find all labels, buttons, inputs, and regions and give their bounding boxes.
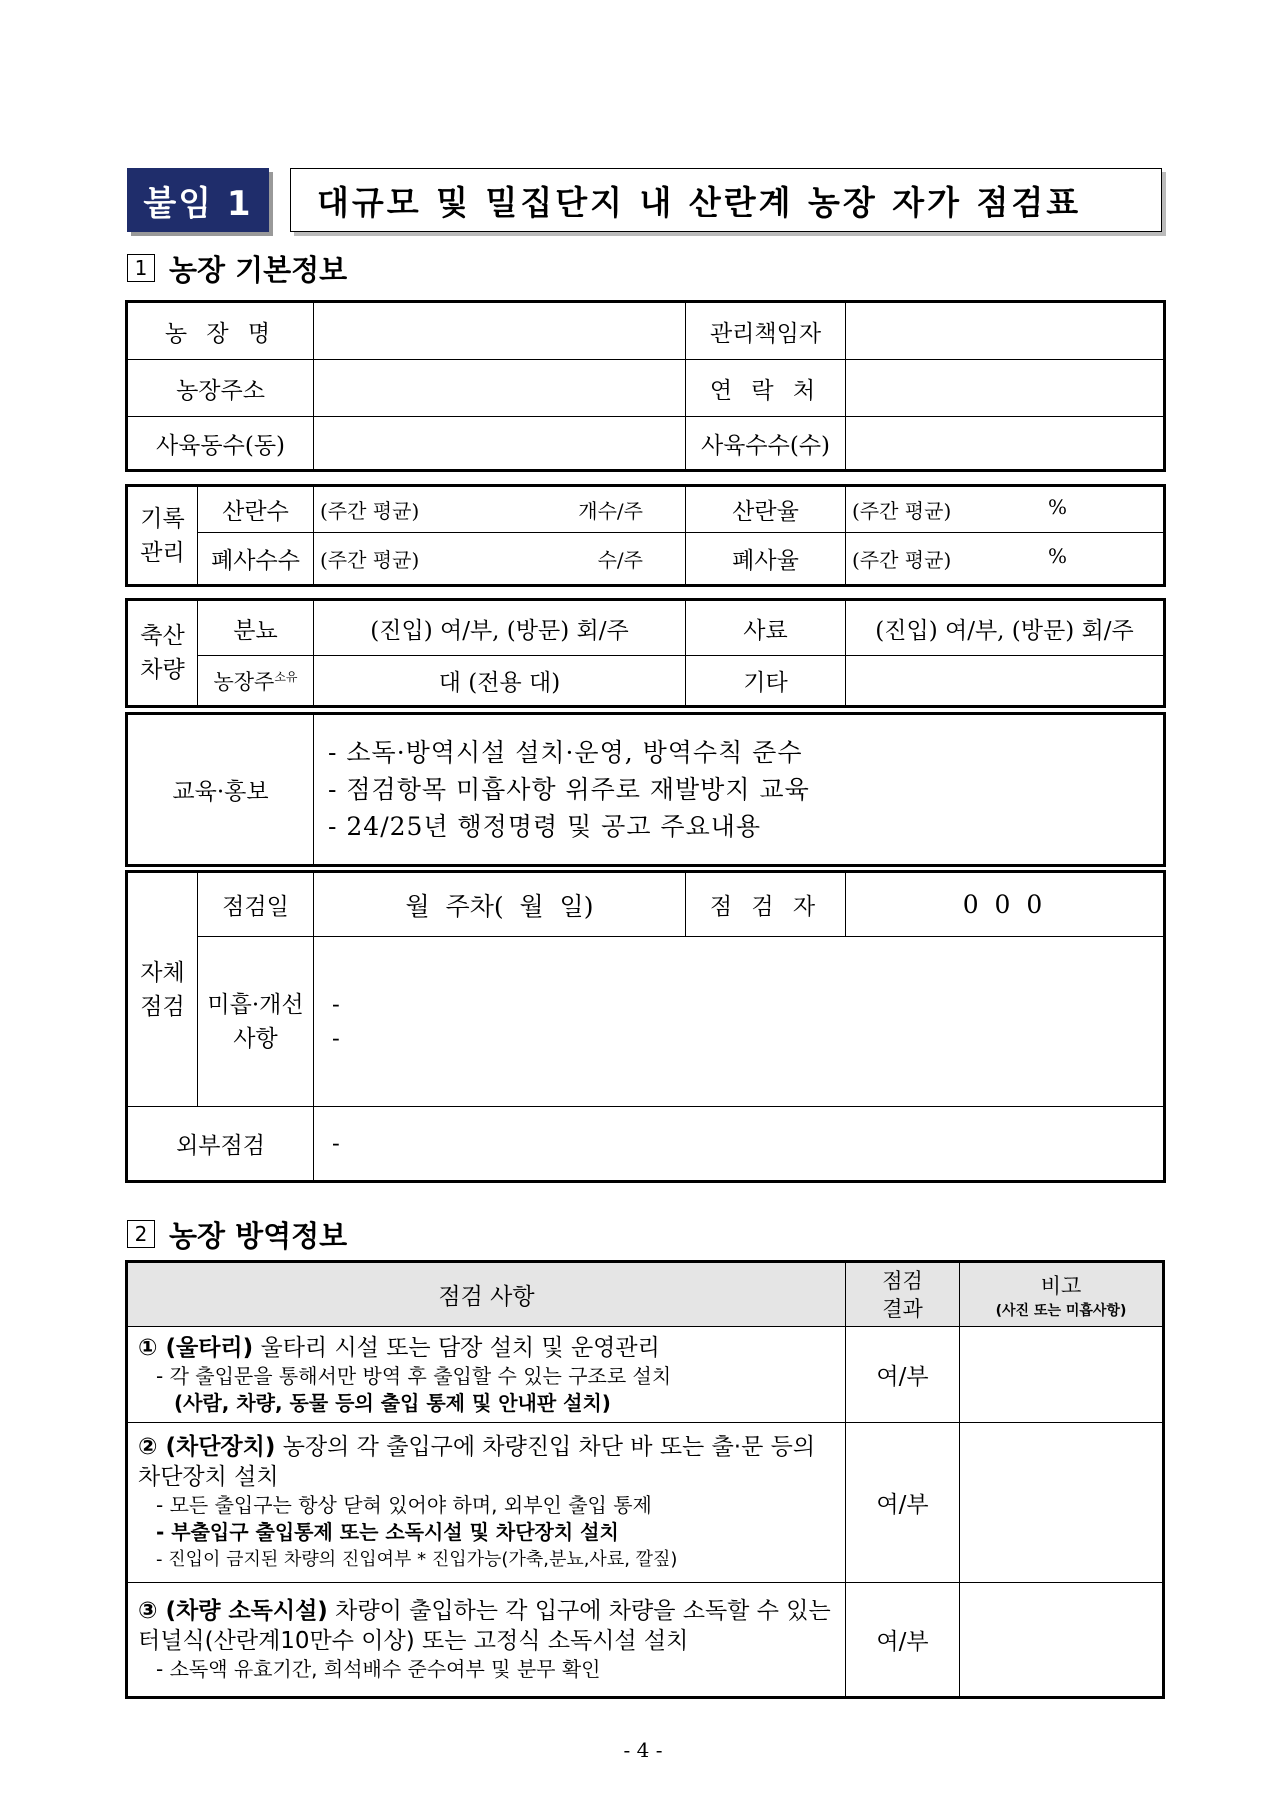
attachment-badge: 붙임 1 — [127, 168, 269, 232]
mortality-count-value: (주간 평균) — [320, 548, 420, 572]
owner-vehicle-label-text: 농장주 — [213, 669, 275, 694]
item-note[interactable] — [960, 1583, 1163, 1697]
mortality-count-label: 폐사수수 — [198, 533, 314, 585]
records-table — [127, 486, 1164, 585]
education-label: 교육·홍보 — [128, 715, 314, 865]
mortality-count-unit: 수/주 — [597, 548, 643, 572]
mortality-rate-value: (주간 평균) — [852, 548, 952, 572]
egg-count-field[interactable] — [314, 487, 686, 533]
mortality-count-field[interactable] — [314, 533, 686, 585]
note-header-sub: (사진 또는 미흡사항) — [995, 1302, 1127, 1319]
page-number: - 4 - — [623, 1738, 663, 1762]
section-1-heading — [127, 248, 347, 288]
mortality-rate-label: 폐사율 — [686, 533, 846, 585]
item-sub: - 각 출입문을 통해서만 방역 후 출입할 수 있는 구조로 설치 — [156, 1363, 672, 1388]
address-label: 농장주소 — [128, 360, 314, 417]
item-title-bold: ① (울타리) — [138, 1334, 254, 1361]
birds-label: 사육수수(수) — [686, 417, 846, 470]
buildings-label: 사육동수(동) — [128, 417, 314, 470]
checklist-item — [128, 1327, 846, 1423]
item-sub: (사람, 차량, 동물 등의 출입 통제 및 안내판 설치) — [174, 1390, 611, 1415]
section-number: 2 — [127, 1220, 155, 1248]
checklist-item — [128, 1583, 846, 1697]
page-title: 대규모 및 밀집단지 내 산란계 농장 자가 점검표 — [290, 168, 1162, 232]
section-title: 농장 기본정보 — [169, 252, 348, 287]
egg-count-unit: 개수/주 — [578, 499, 643, 523]
issues-field[interactable] — [314, 937, 1164, 1107]
checklist-header-item: 점검 사항 — [128, 1263, 846, 1327]
farm-name-field[interactable] — [314, 303, 686, 360]
education-line: - 점검항목 미흡사항 위주로 재발방지 교육 — [328, 775, 810, 804]
checklist-header-result: 점검결과 — [846, 1263, 960, 1327]
note-header-title: 비고 — [1040, 1273, 1082, 1298]
education-table — [127, 714, 1164, 865]
item-title-rest: 농장의 각 출입구에 차량진입 차단 바 또는 출·문 등의 차단장치 설치 — [138, 1434, 816, 1490]
mortality-rate-field[interactable] — [846, 533, 1164, 585]
inspector-field[interactable]: 0 0 0 — [846, 873, 1164, 937]
laying-rate-value: (주간 평균) — [852, 499, 952, 523]
section-2-heading — [127, 1214, 347, 1254]
owner-vehicle-label — [198, 656, 314, 706]
farm-name-label: 농 장 명 — [128, 303, 314, 360]
egg-count-label: 산란수 — [198, 487, 314, 533]
other-label: 기타 — [686, 656, 846, 706]
item-sub: - 부출입구 출입통제 또는 소독시설 및 차단장치 설치 — [156, 1520, 619, 1544]
other-field[interactable] — [846, 656, 1164, 706]
item-result[interactable]: 여/부 — [846, 1583, 960, 1697]
item-note[interactable] — [960, 1423, 1163, 1583]
education-line: - 24/25년 행정명령 및 공고 주요내용 — [328, 812, 762, 841]
inspection-group-label: 자체점검 — [128, 873, 198, 1107]
manure-label: 분뇨 — [198, 601, 314, 656]
item-title-bold: ② (차단장치) — [138, 1434, 276, 1460]
item-sub: - 모든 출입구는 항상 닫혀 있어야 하며, 외부인 출입 통제 — [156, 1493, 652, 1517]
vehicles-group-label: 축산차량 — [128, 601, 198, 706]
checklist-item — [128, 1423, 846, 1583]
feed-label: 사료 — [686, 601, 846, 656]
laying-rate-field[interactable] — [846, 487, 1164, 533]
checklist-table — [127, 1262, 1163, 1697]
education-content — [314, 715, 1164, 865]
external-inspection-field[interactable]: - — [314, 1107, 1164, 1181]
vehicles-table — [127, 600, 1164, 706]
contact-field[interactable] — [846, 360, 1164, 417]
item-sub: - 진입이 금지된 차량의 진입여부 * 진입가능(가축,분뇨,사료, 깔짚) — [156, 1549, 678, 1570]
section-number: 1 — [127, 254, 155, 282]
issues-label: 미흡·개선사항 — [198, 937, 314, 1107]
item-note[interactable] — [960, 1327, 1163, 1423]
inspection-date-field[interactable]: 월 주차( 월 일) — [314, 873, 686, 937]
item-sub: - 소독액 유효기간, 희석배수 준수여부 및 분무 확인 — [156, 1657, 601, 1681]
laying-rate-unit: % — [1047, 495, 1067, 519]
item-result[interactable]: 여/부 — [846, 1327, 960, 1423]
education-line: - 소독·방역시설 설치·운영, 방역수칙 준수 — [328, 738, 803, 767]
item-title — [138, 1596, 835, 1656]
contact-label: 연 락 처 — [686, 360, 846, 417]
inspection-table — [127, 872, 1164, 1181]
item-title — [138, 1333, 835, 1363]
inspector-label: 점 검 자 — [686, 873, 846, 937]
inspection-date-label: 점검일 — [198, 873, 314, 937]
manager-field[interactable] — [846, 303, 1164, 360]
laying-rate-label: 산란율 — [686, 487, 846, 533]
section-title: 농장 방역정보 — [169, 1218, 348, 1253]
item-result[interactable]: 여/부 — [846, 1423, 960, 1583]
manager-label: 관리책임자 — [686, 303, 846, 360]
item-title-rest: 울타리 시설 또는 담장 설치 및 운영관리 — [253, 1334, 660, 1361]
issues-line: - — [332, 1025, 340, 1052]
issues-line: - — [332, 991, 340, 1018]
item-title-bold: ③ (차량 소독시설) — [138, 1598, 328, 1624]
feed-field[interactable]: (진입) 여/부, (방문) 회/주 — [846, 601, 1164, 656]
manure-field[interactable]: (진입) 여/부, (방문) 회/주 — [314, 601, 686, 656]
basic-info-table — [127, 302, 1164, 470]
item-title-rest: 차량이 출입하는 각 입구에 차량을 소독할 수 있는 터널식(산란계10만수 이상) 또는 고정식 소독시설 설치 — [138, 1598, 831, 1654]
birds-field[interactable] — [846, 417, 1164, 470]
records-group-label: 기록관리 — [128, 487, 198, 585]
mortality-rate-unit: % — [1047, 544, 1067, 568]
item-title — [138, 1432, 835, 1492]
external-inspection-label: 외부점검 — [128, 1107, 314, 1181]
owner-vehicle-sup: 소유 — [274, 669, 298, 684]
egg-count-value: (주간 평균) — [320, 499, 420, 523]
checklist-header-note — [960, 1263, 1163, 1327]
owner-vehicle-field[interactable]: 대 (전용 대) — [314, 656, 686, 706]
buildings-field[interactable] — [314, 417, 686, 470]
address-field[interactable] — [314, 360, 686, 417]
